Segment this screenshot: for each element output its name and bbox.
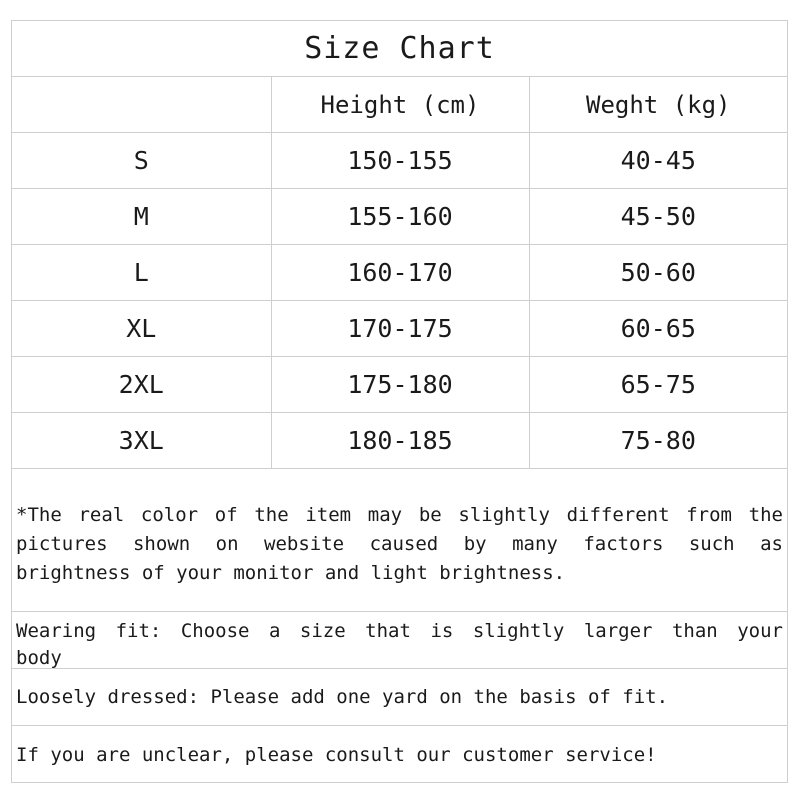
size-cell: 3XL [12,413,271,469]
weight-cell: 60-65 [529,301,787,357]
height-cell: 150-155 [271,133,529,189]
color-disclaimer-line: pictures shown on website caused by many factors such as [16,533,783,555]
height-cell: 155-160 [271,189,529,245]
table-row [12,189,787,245]
table-row [12,413,787,469]
loose-fit-note: Loosely dressed: Please add one yard on the basis of fit. [12,669,787,726]
weight-cell: 50-60 [529,245,787,301]
weight-cell: 65-75 [529,357,787,413]
table-row [12,301,787,357]
color-disclaimer-line: *The real color of the item may be slightly different from the [16,504,783,526]
height-cell: 160-170 [271,245,529,301]
wearing-fit-line: body [16,647,62,669]
header-height: Height (cm) [271,77,529,133]
size-cell: M [12,189,271,245]
height-cell: 180-185 [271,413,529,469]
header-weight: Weght (kg) [529,77,787,133]
height-cell: 175-180 [271,357,529,413]
table-row [12,133,787,189]
weight-cell: 75-80 [529,413,787,469]
height-cell: 170-175 [271,301,529,357]
header-size [12,77,271,133]
color-disclaimer-line: brightness of your monitor and light brightness. [16,562,566,584]
weight-cell: 40-45 [529,133,787,189]
size-table [12,77,787,469]
size-cell: 2XL [12,357,271,413]
size-cell: L [12,245,271,301]
size-cell: S [12,133,271,189]
wearing-fit-note [12,612,787,669]
size-cell: XL [12,301,271,357]
wearing-fit-line: Wearing fit: Choose a size that is slightly larger than your [16,620,783,642]
customer-service-note: If you are unclear, please consult our customer service! [16,743,657,766]
table-header-row [12,77,787,133]
table-row [12,357,787,413]
table-row [12,245,787,301]
weight-cell: 45-50 [529,189,787,245]
color-disclaimer [12,469,787,612]
size-chart-sheet [11,20,788,783]
chart-title: Size Chart [12,21,787,77]
